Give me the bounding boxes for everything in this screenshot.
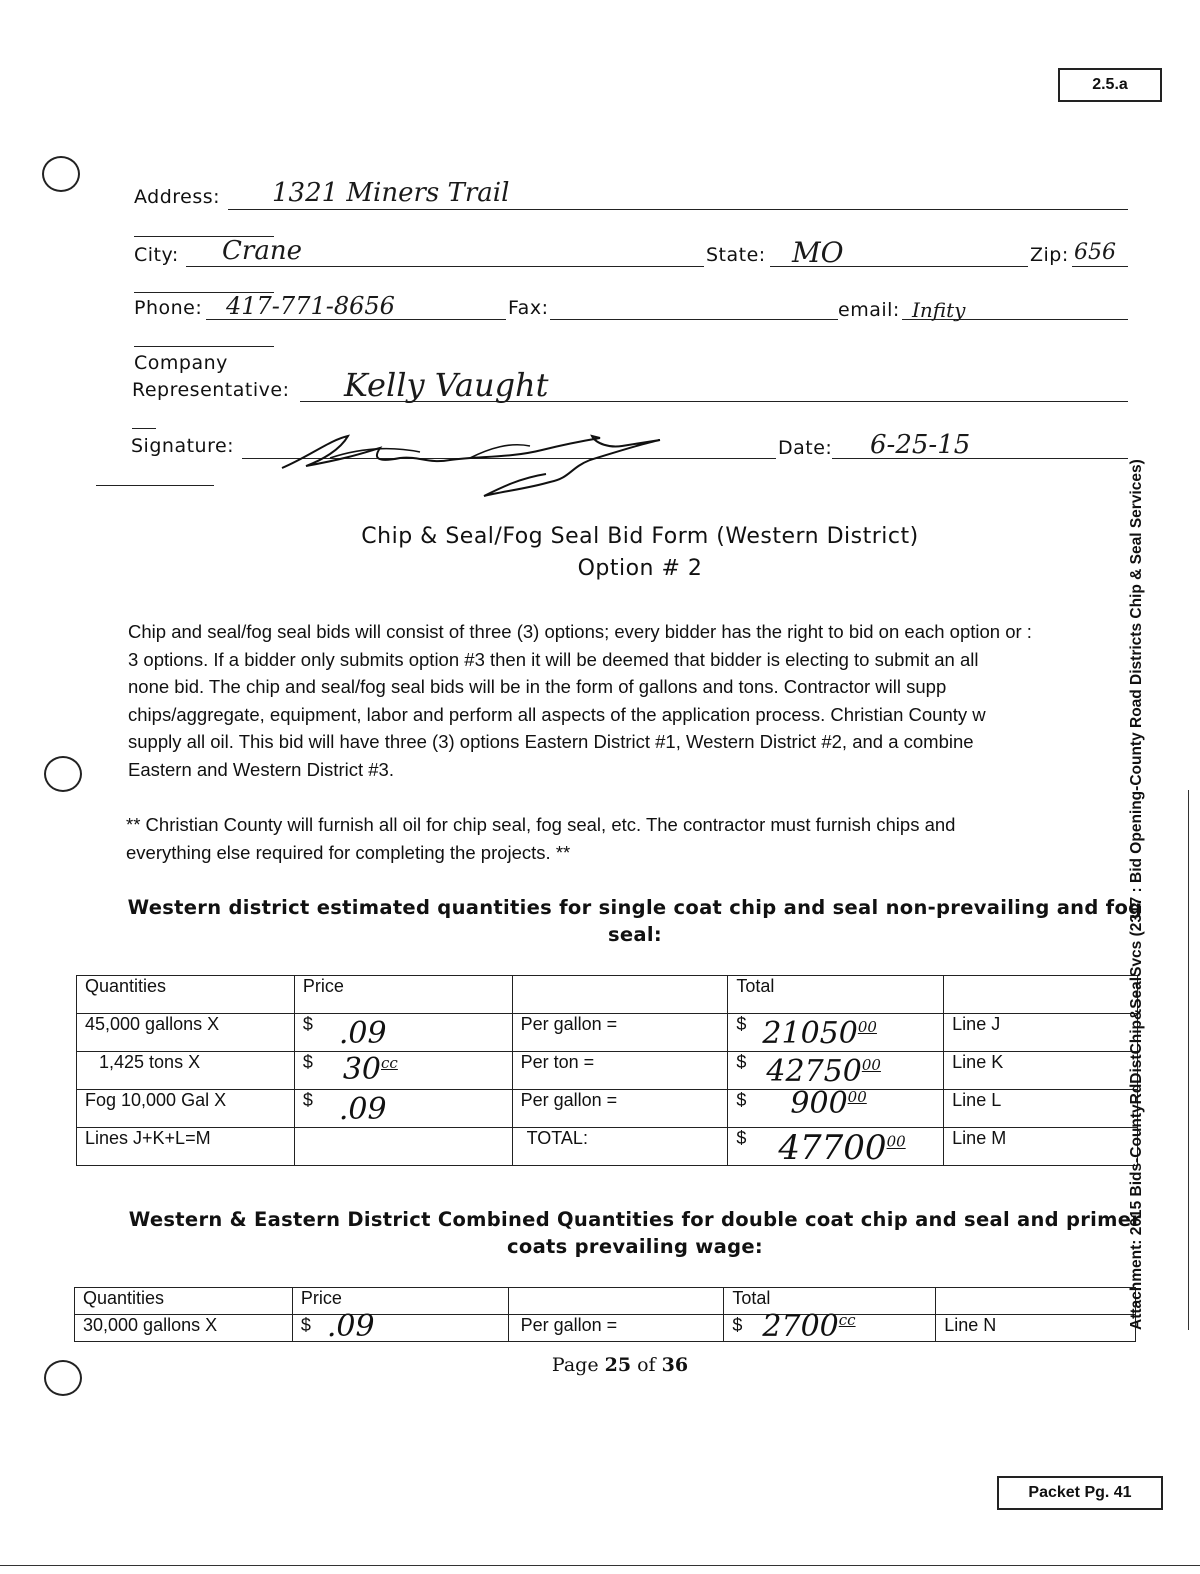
address-value: 1321 Miners Trail [272, 178, 510, 208]
address-label: Address: [134, 186, 221, 208]
page-prefix: Page [551, 1354, 605, 1376]
unit-cell: TOTAL: [512, 1128, 728, 1166]
price-cell [294, 1014, 512, 1052]
dollar-sign: $ [736, 1014, 747, 1034]
line-cell: Line K [944, 1052, 1138, 1090]
instructions-paragraph [128, 618, 1128, 783]
fax-line [550, 319, 838, 320]
dollar-sign: $ [732, 1315, 743, 1335]
table-row [77, 1128, 1138, 1166]
dollar-sign: $ [736, 1128, 747, 1148]
quantity-cell: 30,000 gallons X [75, 1315, 293, 1342]
total-cents: 00 [857, 1018, 877, 1036]
date-value: 6-25-15 [870, 430, 971, 460]
packet-page-badge [997, 1476, 1163, 1510]
price-value: 30 [342, 1052, 382, 1087]
header-unit [508, 1288, 724, 1315]
paragraph-line: chips/aggregate, equipment, labor and perform all aspects of the application process. Christian County w [128, 703, 986, 725]
header-unit [512, 976, 728, 1014]
form-title: Chip & Seal/Fog Seal Bid Form (Western District) [361, 524, 919, 549]
paragraph-line: Chip and seal/fog seal bids will consist of three (3) options; every bidder has the right to bid on each option or : [128, 621, 1032, 642]
punch-hole-middle [44, 756, 82, 792]
table-row [77, 1090, 1138, 1128]
header-line [944, 976, 1138, 1014]
unit-cell: Per gallon = [512, 1090, 728, 1128]
section1-heading-line1: Western district estimated quantities for single coat chip and seal non-prevailing and fog [127, 896, 1143, 919]
price-cell [292, 1309, 508, 1344]
price-cents: cc [381, 1054, 398, 1072]
dollar-sign: $ [302, 1052, 313, 1072]
divider-line [134, 346, 274, 347]
unit-cell: Per gallon = [508, 1315, 724, 1342]
quantity-cell: Lines J+K+L=M [77, 1128, 295, 1166]
page-total: 36 [661, 1354, 689, 1376]
representative-value: Kelly Vaught [344, 366, 549, 404]
quantity-cell: 45,000 gallons X [77, 1014, 295, 1052]
dollar-sign: $ [302, 1090, 313, 1110]
packet-page-text: Packet Pg. 41 [1028, 1484, 1132, 1501]
total-cell [724, 1309, 936, 1344]
total-cents: 00 [886, 1132, 906, 1151]
page-current: 25 [604, 1354, 632, 1376]
signature-label: Signature: [131, 435, 235, 457]
punch-hole-bottom [44, 1360, 82, 1396]
total-value: 42750 [766, 1054, 862, 1089]
header-price: Price [292, 1288, 508, 1315]
header-line [936, 1288, 1136, 1315]
header-total: Total [724, 1288, 936, 1315]
company-label: Company [134, 352, 228, 374]
price-value: .09 [326, 1309, 375, 1344]
form-subtitle: Option # 2 [577, 556, 703, 581]
table-header-row [75, 1288, 1136, 1315]
document-id-text: 2.5.a [1092, 76, 1128, 93]
line-cell: Line L [944, 1090, 1138, 1128]
phone-value: 417-771-8656 [226, 292, 395, 320]
price-cell [294, 1128, 512, 1166]
double-coat-bid-table [74, 1287, 1136, 1342]
dollar-sign: $ [300, 1315, 311, 1335]
dollar-sign: $ [302, 1014, 313, 1034]
page-number [520, 1354, 720, 1376]
section2-heading [120, 1206, 1150, 1260]
header-quantities: Quantities [75, 1288, 293, 1315]
quantity-cell: 1,425 tons X [77, 1052, 295, 1090]
table-row [77, 1014, 1138, 1052]
signature-image [270, 418, 680, 500]
line-cell: Line M [944, 1128, 1138, 1166]
city-label: City: [134, 244, 179, 266]
total-cents: 00 [861, 1056, 881, 1074]
total-cell [728, 1052, 944, 1090]
total-value: 47700 [778, 1128, 887, 1168]
price-cell [294, 1052, 512, 1090]
header-quantities: Quantities [77, 976, 295, 1014]
document-id-badge [1058, 68, 1162, 102]
line-cell: Line J [944, 1014, 1138, 1052]
zip-label: Zip: [1030, 244, 1069, 266]
paragraph-line: 3 options. If a bidder only submits option #3 then it will be deemed that bidder is electing to submit an all [128, 648, 979, 670]
paragraph-line: everything else required for completing the projects. ** [126, 841, 571, 863]
zip-value: 656 [1074, 240, 1116, 265]
date-label: Date: [778, 437, 833, 459]
email-label: email: [838, 299, 900, 321]
fax-label: Fax: [508, 297, 549, 319]
section1-heading-line2: seal: [608, 923, 662, 946]
zip-line [1072, 266, 1128, 267]
unit-cell: Per ton = [512, 1052, 728, 1090]
price-value: .09 [338, 1016, 387, 1051]
table-row [77, 1052, 1138, 1090]
paragraph-line: Eastern and Western District #3. [128, 758, 394, 780]
page-mid: of [631, 1354, 662, 1376]
table-row [75, 1315, 1136, 1342]
line-cell: Line N [936, 1315, 1136, 1342]
section2-heading-line2: coats prevailing wage: [507, 1235, 763, 1258]
email-value: Infity [912, 298, 966, 322]
phone-label: Phone: [134, 297, 203, 319]
section2-heading-line1: Western & Eastern District Combined Quantities for double coat chip and seal and primer [128, 1208, 1142, 1231]
header-total: Total [728, 976, 944, 1014]
quantity-cell: Fog 10,000 Gal X [77, 1090, 295, 1128]
attachment-sidebar: Attachment: 2015 Bids-CountyRdDistChip&SealSvcs (2317 : Bid Opening-County Road Districts Chip & Seal Services) [1128, 459, 1145, 1330]
price-value: .09 [338, 1092, 387, 1127]
city-line [186, 266, 704, 267]
state-value: MO [792, 236, 844, 269]
total-value: 21050 [762, 1016, 858, 1051]
single-coat-bid-table [76, 975, 1138, 1166]
divider-line [96, 485, 214, 486]
section1-heading [120, 894, 1150, 948]
address-line [228, 209, 1128, 210]
dollar-sign: $ [736, 1090, 747, 1110]
total-cents: 00 [847, 1088, 867, 1106]
oil-note-paragraph [126, 811, 1126, 866]
representative-label: Representative: [132, 379, 290, 401]
total-value: 900 [790, 1086, 848, 1121]
total-cell [728, 1086, 944, 1128]
unit-cell: Per gallon = [512, 1014, 728, 1052]
total-cell [728, 1128, 944, 1166]
total-value: 2700 [762, 1309, 839, 1344]
paragraph-line: supply all oil. This bid will have three (3) options Eastern District #1, Western District #2, and a combine [128, 731, 974, 752]
paragraph-line: none bid. The chip and seal/fog seal bids will be in the form of gallons and tons. Contractor will supp [128, 676, 947, 697]
dollar-sign: $ [736, 1052, 747, 1072]
right-edge-line [1188, 790, 1189, 1330]
total-cents: cc [838, 1311, 856, 1329]
divider-line [132, 428, 156, 429]
city-value: Crane [222, 236, 302, 266]
table-header-row [77, 976, 1138, 1014]
header-price: Price [294, 976, 512, 1014]
paragraph-line: ** Christian County will furnish all oil for chip seal, fog seal, etc. The contractor must furnish chips and [126, 814, 956, 835]
punch-hole-top [42, 156, 80, 192]
bottom-border [0, 1565, 1200, 1566]
total-cell [728, 1014, 944, 1052]
state-label: State: [706, 244, 766, 266]
price-cell [294, 1090, 512, 1128]
